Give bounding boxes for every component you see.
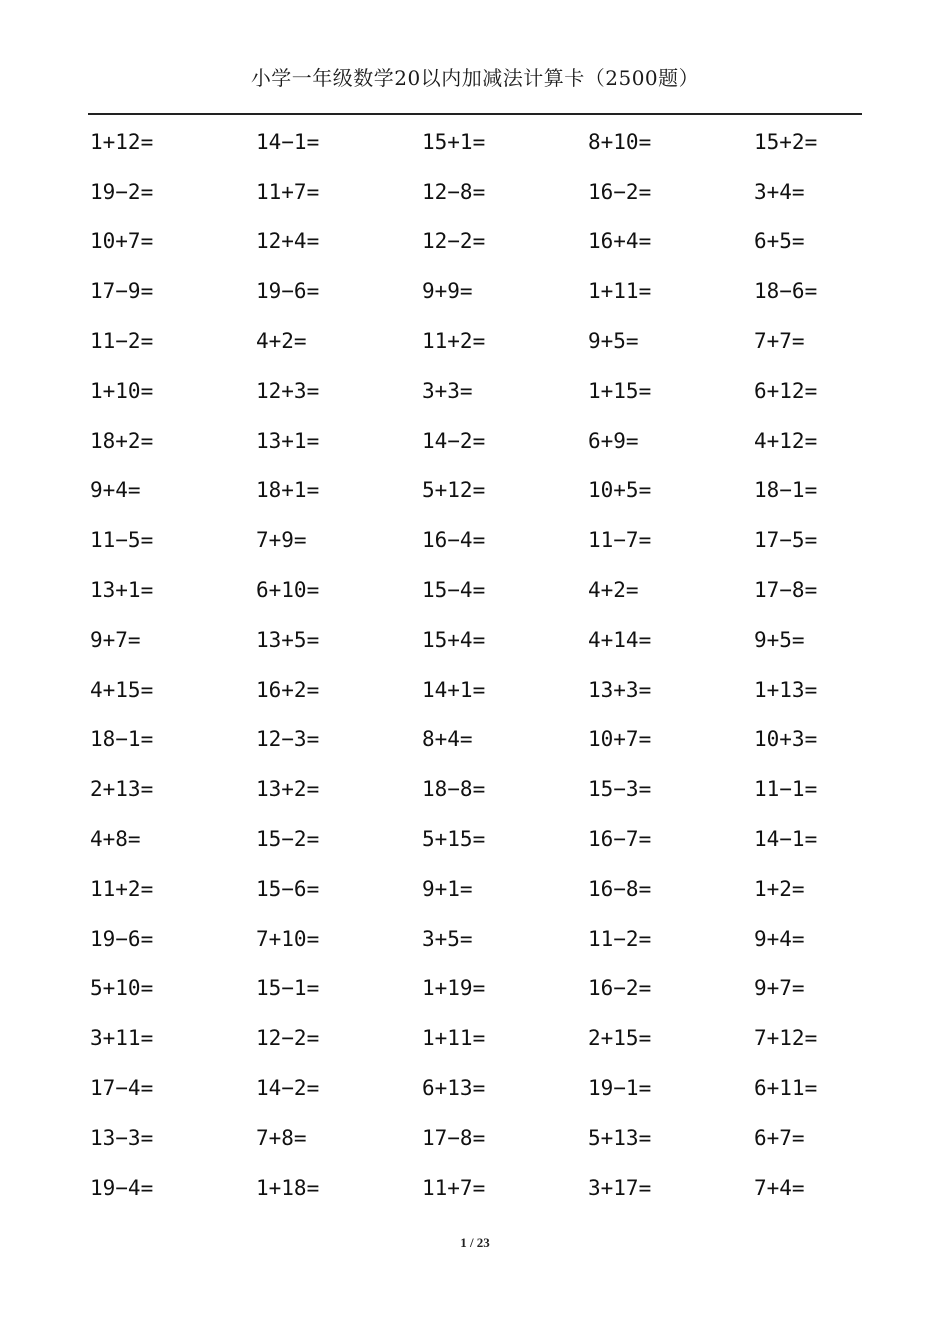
problem-item: 17−5= xyxy=(754,528,818,553)
problem-item: 5+13= xyxy=(588,1125,652,1150)
problem-item: 9+4= xyxy=(90,478,141,503)
problem-row xyxy=(90,964,920,1014)
problem-item: 10+7= xyxy=(588,727,652,752)
problem-item: 15−2= xyxy=(256,827,320,852)
problem-item: 2+15= xyxy=(588,1026,652,1051)
problem-row xyxy=(90,615,920,665)
problem-item: 11+7= xyxy=(256,179,320,204)
problem-item: 13+1= xyxy=(256,428,320,453)
problem-item: 18−1= xyxy=(90,727,154,752)
problem-item: 5+10= xyxy=(90,976,154,1001)
problem-row xyxy=(90,1163,920,1213)
problem-row xyxy=(90,466,920,516)
problem-item: 9+1= xyxy=(422,876,473,901)
problem-item: 5+15= xyxy=(422,827,486,852)
problem-item: 6+11= xyxy=(754,1076,818,1101)
problem-grid xyxy=(90,117,920,1213)
problem-item: 13+5= xyxy=(256,627,320,652)
problem-item: 15−1= xyxy=(256,976,320,1001)
problem-row xyxy=(90,1063,920,1113)
problem-item: 17−4= xyxy=(90,1076,154,1101)
problem-item: 11−5= xyxy=(90,528,154,553)
page-title: 小学一年级数学20以内加减法计算卡（2500题） xyxy=(250,66,700,90)
problem-item: 14−1= xyxy=(754,827,818,852)
problem-item: 18+1= xyxy=(256,478,320,503)
problem-row xyxy=(90,764,920,814)
problem-item: 18−8= xyxy=(422,777,486,802)
problem-item: 8+4= xyxy=(422,727,473,752)
problem-item: 3+17= xyxy=(588,1175,652,1200)
problem-item: 1+11= xyxy=(588,279,652,304)
problem-item: 3+5= xyxy=(422,926,473,951)
problem-item: 9+7= xyxy=(754,976,805,1001)
problem-item: 17−8= xyxy=(754,578,818,603)
problem-item: 7+10= xyxy=(256,926,320,951)
problem-item: 11−1= xyxy=(754,777,818,802)
problem-row xyxy=(90,266,920,316)
problem-item: 8+10= xyxy=(588,129,652,154)
problem-item: 3+3= xyxy=(422,378,473,403)
problem-item: 12+4= xyxy=(256,229,320,254)
problem-row xyxy=(90,565,920,615)
problem-item: 13+2= xyxy=(256,777,320,802)
problem-item: 13+3= xyxy=(588,677,652,702)
problem-item: 19−6= xyxy=(256,279,320,304)
problem-item: 16−2= xyxy=(588,179,652,204)
problem-row xyxy=(90,1013,920,1063)
problem-item: 4+2= xyxy=(588,578,639,603)
problem-item: 18−6= xyxy=(754,279,818,304)
problem-item: 1+2= xyxy=(754,876,805,901)
problem-item: 13+1= xyxy=(90,578,154,603)
problem-item: 12+3= xyxy=(256,378,320,403)
problem-item: 5+12= xyxy=(422,478,486,503)
problem-item: 17−8= xyxy=(422,1125,486,1150)
problem-item: 16−4= xyxy=(422,528,486,553)
problem-item: 19−1= xyxy=(588,1076,652,1101)
problem-item: 1+10= xyxy=(90,378,154,403)
problem-item: 4+14= xyxy=(588,627,652,652)
problem-item: 4+15= xyxy=(90,677,154,702)
problem-row xyxy=(90,167,920,217)
problem-item: 1+13= xyxy=(754,677,818,702)
problem-row xyxy=(90,715,920,765)
problem-row xyxy=(90,515,920,565)
problem-item: 9+5= xyxy=(588,329,639,354)
problem-item: 18−1= xyxy=(754,478,818,503)
problem-item: 15−6= xyxy=(256,876,320,901)
problem-item: 13−3= xyxy=(90,1125,154,1150)
problem-item: 9+9= xyxy=(422,279,473,304)
problem-item: 16−8= xyxy=(588,876,652,901)
problem-item: 17−9= xyxy=(90,279,154,304)
problem-item: 4+2= xyxy=(256,329,307,354)
problem-item: 12−3= xyxy=(256,727,320,752)
problem-row xyxy=(90,366,920,416)
problem-item: 16+2= xyxy=(256,677,320,702)
problem-item: 19−6= xyxy=(90,926,154,951)
problem-item: 7+12= xyxy=(754,1026,818,1051)
problem-item: 18+2= xyxy=(90,428,154,453)
problem-item: 9+5= xyxy=(754,627,805,652)
problem-item: 15−3= xyxy=(588,777,652,802)
problem-item: 1+19= xyxy=(422,976,486,1001)
problem-item: 14+1= xyxy=(422,677,486,702)
problem-item: 14−2= xyxy=(256,1076,320,1101)
problem-item: 15+2= xyxy=(754,129,818,154)
problem-item: 12−2= xyxy=(256,1026,320,1051)
problem-item: 1+18= xyxy=(256,1175,320,1200)
problem-item: 11+7= xyxy=(422,1175,486,1200)
problem-item: 10+7= xyxy=(90,229,154,254)
problem-item: 1+12= xyxy=(90,129,154,154)
problem-item: 10+5= xyxy=(588,478,652,503)
problem-item: 6+13= xyxy=(422,1076,486,1101)
problem-item: 6+9= xyxy=(588,428,639,453)
problem-item: 4+12= xyxy=(754,428,818,453)
problem-item: 2+13= xyxy=(90,777,154,802)
problem-item: 1+11= xyxy=(422,1026,486,1051)
problem-item: 7+8= xyxy=(256,1125,307,1150)
problem-item: 16−7= xyxy=(588,827,652,852)
problem-item: 11−2= xyxy=(90,329,154,354)
problem-item: 11−2= xyxy=(588,926,652,951)
problem-row xyxy=(90,316,920,366)
problem-item: 14−2= xyxy=(422,428,486,453)
problem-item: 6+7= xyxy=(754,1125,805,1150)
problem-item: 16+4= xyxy=(588,229,652,254)
problem-row xyxy=(90,416,920,466)
problem-row xyxy=(90,1113,920,1163)
title-divider xyxy=(88,113,862,115)
problem-item: 12−8= xyxy=(422,179,486,204)
problem-row xyxy=(90,665,920,715)
problem-item: 11−7= xyxy=(588,528,652,553)
problem-item: 19−2= xyxy=(90,179,154,204)
problem-item: 4+8= xyxy=(90,827,141,852)
problem-item: 19−4= xyxy=(90,1175,154,1200)
problem-item: 6+10= xyxy=(256,578,320,603)
problem-item: 1+15= xyxy=(588,378,652,403)
problem-row xyxy=(90,914,920,964)
problem-item: 11+2= xyxy=(90,876,154,901)
problem-item: 7+7= xyxy=(754,329,805,354)
problem-item: 7+4= xyxy=(754,1175,805,1200)
problem-item: 3+4= xyxy=(754,179,805,204)
page-number: 1 / 23 xyxy=(460,1235,490,1250)
problem-row xyxy=(90,117,920,167)
problem-item: 10+3= xyxy=(754,727,818,752)
problem-item: 6+12= xyxy=(754,378,818,403)
problem-item: 14−1= xyxy=(256,129,320,154)
problem-item: 3+11= xyxy=(90,1026,154,1051)
problem-item: 16−2= xyxy=(588,976,652,1001)
problem-item: 15+1= xyxy=(422,129,486,154)
problem-item: 15+4= xyxy=(422,627,486,652)
problem-item: 9+7= xyxy=(90,627,141,652)
problem-row xyxy=(90,217,920,267)
problem-item: 12−2= xyxy=(422,229,486,254)
problem-item: 6+5= xyxy=(754,229,805,254)
problem-item: 11+2= xyxy=(422,329,486,354)
problem-item: 7+9= xyxy=(256,528,307,553)
problem-row xyxy=(90,814,920,864)
problem-item: 15−4= xyxy=(422,578,486,603)
problem-row xyxy=(90,864,920,914)
problem-item: 9+4= xyxy=(754,926,805,951)
